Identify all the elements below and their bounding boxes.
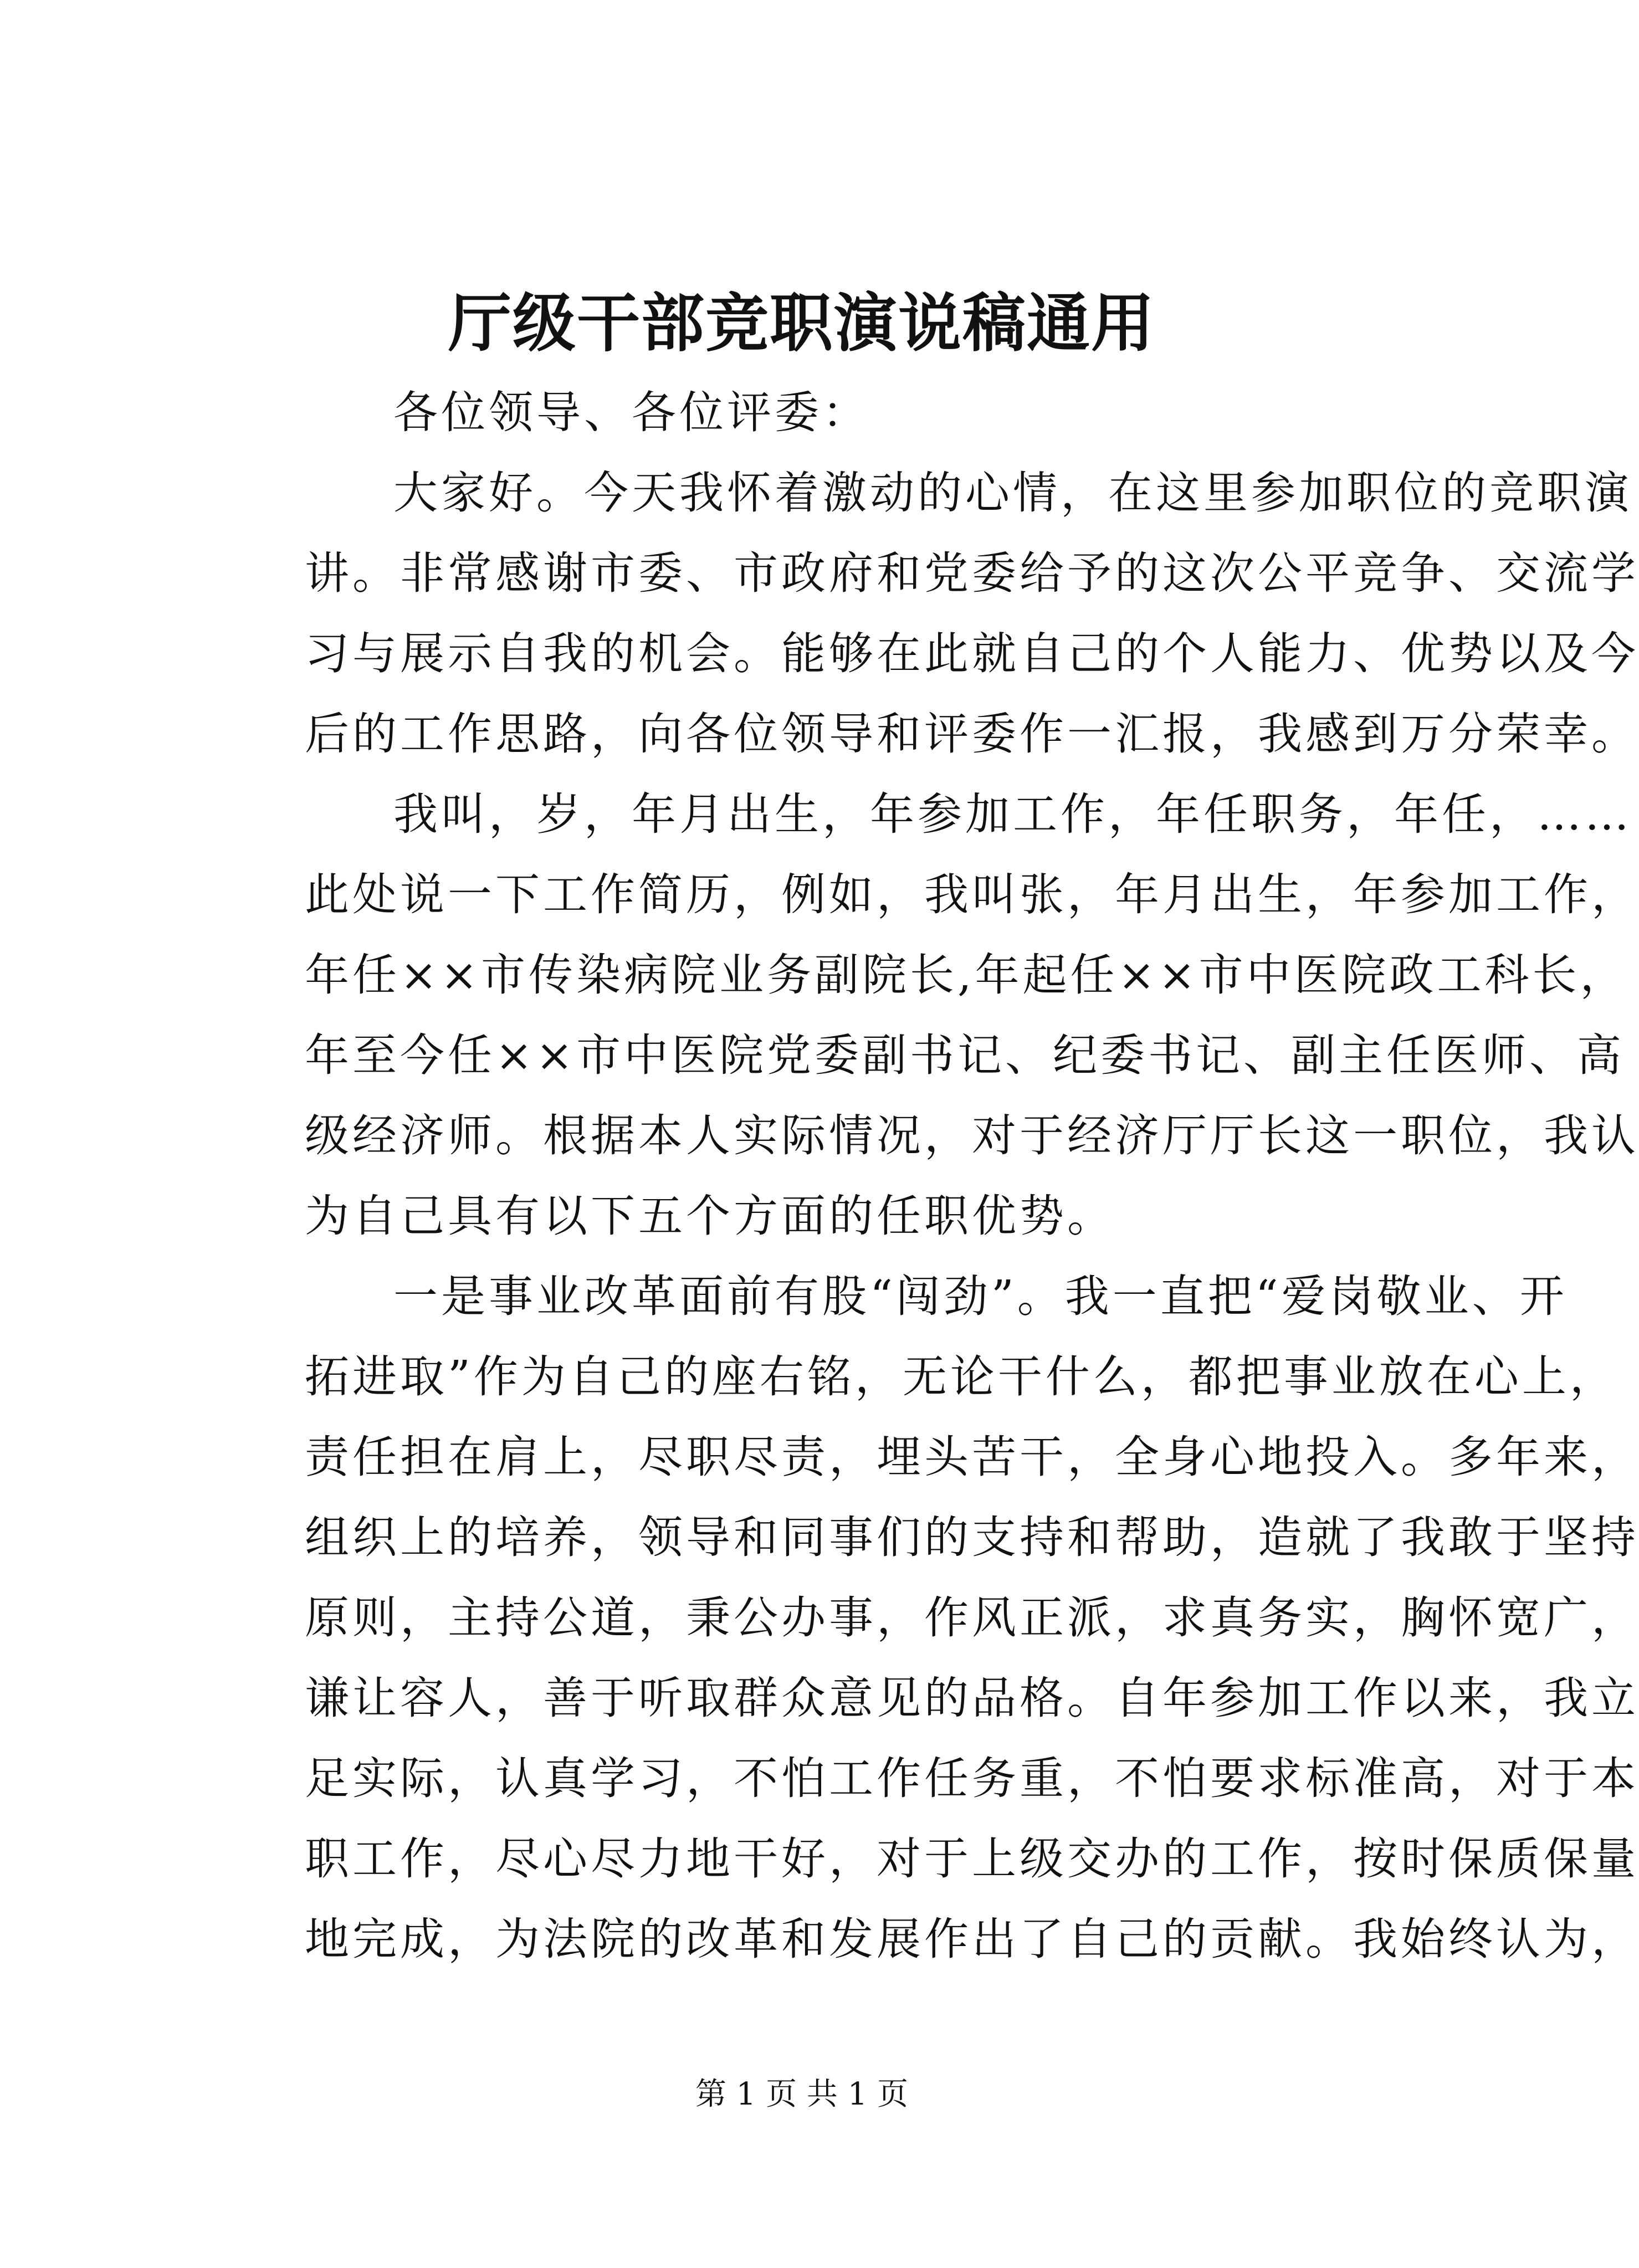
text-line: 谦让容人，善于听取群众意见的品格。自年参加工作以来，我立 — [305, 1672, 1639, 1724]
text-line: 责任担在肩上，尽职尽责，埋头苦干，全身心地投入。多年来， — [305, 1431, 1639, 1483]
text-line: 年任××市传染病院业务副院长,年起任××市中医院政工科长， — [305, 949, 1628, 1001]
text-line: 拓进取”作为自己的座右铭，无论干什么，都把事业放在心上， — [305, 1351, 1617, 1402]
document-body — [216, 372, 1639, 1979]
text-line: 年至今任××市中医院党委副书记、纪委书记、副主任医师、高 — [305, 1030, 1625, 1081]
paragraph-salutation — [216, 372, 1405, 453]
paragraph-introduction — [216, 774, 1639, 1256]
text-line: 习与展示自我的机会。能够在此就自己的个人能力、优势以及今 — [305, 628, 1639, 679]
paragraph-advantage-one — [216, 1256, 1639, 1979]
text-line: 我叫，岁，年月出生，年参加工作，年任职务，年任，…… — [393, 789, 1632, 840]
text-line: 此处说一下工作简历，例如，我叫张，年月出生，年参加工作， — [305, 869, 1639, 920]
document-title: 厅级干部竞职演说稿通用 — [448, 286, 1155, 360]
text-line: 讲。非常感谢市委、市政府和党委给予的这次公平竞争、交流学 — [305, 547, 1639, 599]
paragraph-greeting — [216, 453, 1639, 774]
text-line: 级经济师。根据本人实际情况，对于经济厅厅长这一职位，我认 — [305, 1110, 1639, 1161]
text-line: 各位领导、各位评委： — [393, 387, 870, 438]
text-line: 一是事业改革面前有股“闯劲”。我一直把“爱岗敬业、开 — [393, 1271, 1568, 1322]
text-line: 职工作，尽心尽力地干好，对于上级交办的工作，按时保质保量 — [305, 1833, 1639, 1885]
text-line: 大家好。今天我怀着激动的心情，在这里参加职位的竞职演 — [393, 467, 1632, 519]
text-line: 足实际，认真学习，不怕工作任务重，不怕要求标准高，对于本 — [305, 1753, 1639, 1804]
text-line: 组织上的培养，领导和同事们的支持和帮助，造就了我敢于坚持 — [305, 1512, 1639, 1563]
text-line: 为自己具有以下五个方面的任职优势。 — [305, 1190, 1115, 1242]
text-line: 原则，主持公道，秉公办事，作风正派，求真务实，胸怀宽广， — [305, 1592, 1639, 1644]
text-line: 地完成，为法院的改革和发展作出了自己的贡献。我始终认为， — [305, 1913, 1639, 1965]
page-footer: 第 1 页 共 1 页 — [695, 2076, 909, 2112]
text-line: 后的工作思路，向各位领导和评委作一汇报，我感到万分荣幸。 — [305, 708, 1639, 760]
